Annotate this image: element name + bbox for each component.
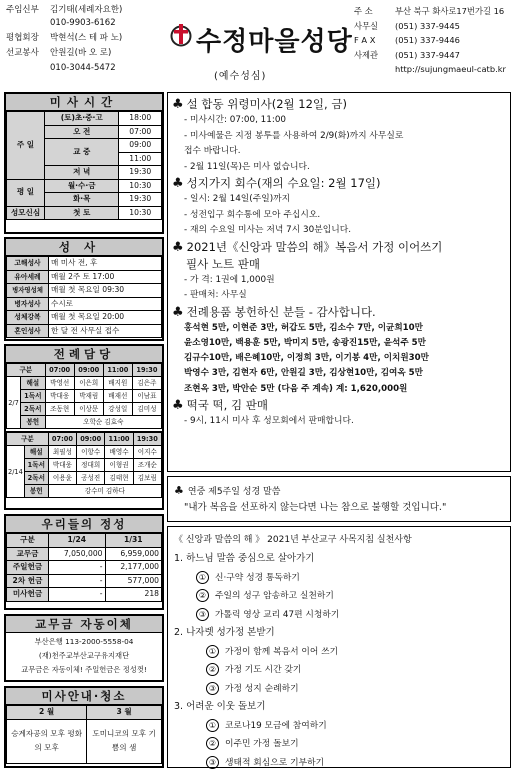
liturgy-duty-box	[4, 344, 164, 510]
mass-guide-table	[6, 705, 162, 764]
offerings-table	[6, 533, 162, 602]
circled-number: ①	[206, 719, 219, 732]
liturgy-duty-title: 전례담당	[6, 346, 162, 363]
header-right-row: F A X (051) 337-9446	[354, 35, 460, 45]
table-cell: 이형권	[105, 459, 133, 472]
donor-line: 박영수 3만, 김현자 6만, 안원길 3만, 김상현10만, 김여옥 5만	[184, 368, 423, 379]
table-cell: 19:30	[133, 432, 161, 446]
table-cell: 2독서	[21, 403, 46, 416]
table-cell: 교무금	[7, 547, 49, 561]
table-cell: 구분	[7, 432, 49, 446]
notice-text: ① 가정이 함께 복음서 이어 쓰기	[174, 643, 504, 662]
notice-text: - 가 격: 1권에 1,000원	[184, 274, 275, 285]
notice-heading	[172, 304, 506, 321]
header-contacts-left	[6, 4, 122, 75]
header-right-row: 사무실 (051) 337-9445	[354, 20, 460, 31]
auto-transfer-info	[6, 633, 162, 677]
sacraments-table	[6, 256, 162, 338]
table-cell: 2/7	[7, 377, 21, 429]
notice-text: - 미사예물은 지정 봉투를 사용하여 2/9(화)까지 사무실로	[184, 130, 404, 141]
table-cell: 박대웅	[45, 390, 74, 403]
table-cell: 매월 첫 목요일 09:30	[49, 284, 162, 298]
header-left-row: 주임신부 김기태(세례자요한)	[6, 5, 123, 15]
sacraments-box	[4, 237, 164, 341]
header-right-row: 주 소 부산 북구 화사로17번가길 16	[354, 6, 505, 16]
table-cell: 봉헌	[24, 485, 48, 498]
notice-text: - 재의 수요일 미사는 저녁 7시 30분입니다.	[184, 225, 352, 235]
table-cell: 2,177,000	[105, 561, 162, 575]
mass-times-title: 미사시간	[6, 94, 162, 111]
club-icon: ♣	[172, 176, 184, 191]
table-cell: 첫 토	[45, 206, 119, 220]
table-cell: 병자성사	[7, 297, 49, 311]
table-cell: 매 미사 전, 후	[49, 257, 162, 271]
table-cell: 화·목	[45, 193, 119, 207]
table-cell: 07:00	[48, 432, 76, 446]
table-cell: 매월 2주 토 17:00	[49, 270, 162, 284]
table-cell: 2차 헌금	[7, 574, 49, 588]
table-cell: 19:30	[119, 193, 162, 207]
table-cell: 김미성	[132, 403, 161, 416]
program-title: 《 신앙과 말씀의 해 》 2021년 부산교구 사목지침 실천사항	[174, 535, 412, 545]
table-cell: 구분	[7, 364, 46, 377]
table-cell: 고해성사	[7, 257, 49, 271]
notice-text: 성지가지 회수(재의 수요일: 2월 17일)	[186, 176, 381, 190]
table-cell: 봉헌	[21, 416, 46, 429]
circled-number: ③	[196, 608, 209, 621]
table-cell: 공성진	[77, 472, 105, 485]
table-cell: 조개순	[133, 459, 161, 472]
transfer-note: 교무금은 자동이체! 주일헌금은 정성껏!	[21, 665, 147, 674]
circled-number: ①	[196, 571, 209, 584]
table-cell: 수시로	[49, 297, 162, 311]
table-cell: 19:30	[119, 166, 162, 180]
offerings-box	[4, 514, 164, 610]
table-cell: 해설	[24, 446, 48, 459]
table-cell: 1독서	[24, 459, 48, 472]
notice-text: 설 합동 위령미사(2월 12일, 금)	[186, 97, 347, 111]
table-cell: 미사헌금	[7, 588, 49, 602]
notice-text: - 일시: 2월 14일(주일)까지	[184, 194, 291, 204]
website-link[interactable]: http://sujungmaeul-catb.kr	[395, 64, 506, 74]
table-cell: 2독서	[24, 472, 48, 485]
table-cell: 11:00	[119, 152, 162, 166]
table-cell: 승계자공의 모후 평화의 모후	[7, 719, 87, 763]
table-cell: 이지수	[133, 446, 161, 459]
table-cell: 07:00	[119, 125, 162, 139]
table-cell: 3 월	[87, 706, 162, 720]
table-cell: 09:00	[119, 139, 162, 153]
table-cell: 김보림	[133, 472, 161, 485]
notice-text: ② 가정 기도 시간 갖기	[174, 661, 504, 680]
notice-heading	[172, 239, 506, 256]
table-cell: 매월 첫 목요일 20:00	[49, 311, 162, 325]
club-icon: ♣	[172, 397, 184, 413]
table-cell: 10:30	[119, 179, 162, 193]
table-cell: 11:00	[105, 432, 133, 446]
notice-text: - 9시, 11시 미사 후 성모회에서 판매합니다.	[184, 415, 354, 426]
table-cell: 577,000	[105, 574, 162, 588]
club-icon: ♣	[172, 97, 184, 112]
church-logo-icon	[170, 22, 192, 48]
parish-patron: (예수성심)	[214, 71, 267, 82]
offerings-title: 우리들의 정성	[6, 516, 162, 533]
header-contacts-right	[354, 4, 506, 77]
donor-line: 윤소영10만, 백용훈 5만, 박미지 5만, 송광진15만, 윤석주 5만	[184, 337, 426, 348]
table-cell: 09:00	[74, 364, 103, 377]
notice-text: 3. 어려운 이웃 돌보기	[174, 701, 266, 712]
table-cell: 김은주	[132, 377, 161, 390]
table-cell: 박대웅	[48, 459, 76, 472]
notice-text: - 2월 11일(목)은 미사 없습니다.	[184, 161, 310, 172]
table-cell: 오 전	[45, 125, 119, 139]
notice-text: 2021년《신앙과 말씀의 해》복음서 가정 이어쓰기	[186, 239, 443, 254]
table-cell: 배지원	[103, 377, 132, 390]
table-cell: 저 녁	[45, 166, 119, 180]
bible-heading: ♣ 연중 제5주일 성경 말씀	[174, 484, 281, 497]
table-cell: 이은희	[74, 377, 103, 390]
notice-text: - 미사시간: 07:00, 11:00	[184, 115, 287, 125]
table-cell: -	[49, 588, 106, 602]
notice-text: ② 이주민 가정 돌보기	[174, 735, 504, 754]
mass-guide-box	[4, 686, 164, 768]
table-cell: 1독서	[21, 390, 46, 403]
table-cell: 18:00	[119, 112, 162, 126]
table-cell: 혼인성사	[7, 324, 49, 338]
table-cell: 07:00	[45, 364, 74, 377]
bible-verse-box	[167, 476, 511, 522]
header-left-row: 선교봉사 안원길(바 오 로)	[6, 48, 112, 58]
table-cell: 10:30	[119, 206, 162, 220]
table-cell: 218	[105, 588, 162, 602]
page-title: 수정마을성당	[196, 27, 353, 57]
header-left-row: 010-3044-5472	[50, 63, 116, 73]
table-cell: 배영수	[105, 446, 133, 459]
circled-number: ①	[206, 645, 219, 658]
table-cell: 이남표	[132, 390, 161, 403]
notice-text: 접수 바랍니다.	[184, 146, 241, 156]
notice-text: 떡국 떡, 김 판매	[186, 397, 268, 412]
table-cell: 유아세례	[7, 270, 49, 284]
circled-number: ②	[206, 737, 219, 750]
notice-text: 2. 나자렛 성가정 본받기	[174, 627, 275, 638]
mass-times-table	[6, 111, 162, 220]
account-holder: (재)천주교부산교구유지재단	[38, 651, 130, 660]
table-cell: 1/31	[105, 534, 162, 548]
notice-text: ① 코로나19 모금에 참여하기	[174, 717, 504, 736]
table-cell: 도미니코의 모후 기쁨의 샘	[87, 719, 162, 763]
table-cell: 구분	[7, 534, 49, 548]
table-cell: 이항수	[77, 446, 105, 459]
table-cell: -	[49, 561, 106, 575]
club-icon: ♣	[172, 239, 184, 255]
table-cell: 박재림	[74, 390, 103, 403]
table-cell: 한 달 전 사무실 접수	[49, 324, 162, 338]
liturgy-duty-table-week1	[6, 363, 162, 429]
pastoral-program-box	[167, 526, 511, 768]
table-cell: 최필성	[48, 446, 76, 459]
table-cell: 이상문	[74, 403, 103, 416]
notice-text: ① 신·구약 성경 통독하기	[174, 569, 504, 588]
notice-text: ③ 가톨릭 영상 교리 47편 시청하기	[174, 606, 504, 625]
notice-text: 전례용품 봉헌하신 분들 - 감사합니다.	[186, 304, 376, 319]
table-cell: 19:30	[132, 364, 161, 377]
donor-line: 김규수10만, 배은혜10만, 이정희 3만, 이기봉 4만, 이치원30만	[184, 353, 429, 364]
header-right-row: 사제관 (051) 337-9447	[354, 49, 460, 60]
table-cell: 박영선	[45, 377, 74, 390]
table-cell: 배재선	[103, 390, 132, 403]
table-cell: 11:00	[103, 364, 132, 377]
bible-quote: "내가 복음을 선포하지 않는다면 나는 참으로 불행할 것입니다."	[184, 502, 447, 513]
table-cell: 강성일	[103, 403, 132, 416]
table-cell: 월·수·금	[45, 179, 119, 193]
table-cell: 오학순 김효숙	[45, 416, 161, 429]
table-cell: 성체강복	[7, 311, 49, 325]
table-cell: 병자영성체	[7, 284, 49, 298]
table-cell: 이용윤	[48, 472, 76, 485]
table-cell: 교 중	[45, 139, 119, 166]
notices-box: ♣ 설 합동 위령미사(2월 12일, 금) - 미사시간: 07:00, 11:00 - 미사예물은 지정 봉투를 사용하여 2/9(화)까지 사무실로 접수 바랍니다. - 2월 11일(목)은 미사 없습니다. ♣ 성지가지 회수(재의 수요일: 2월 17일) - 일시: 2월 14일(주일)까지 - 성전입구 회수통에 모아 주십시오. - 재의 수요일 미사는 저녁 7시 30분입니다. ♣ 2021년《신앙과 말씀의 해》복음서 가정 이어쓰기 필사 노트 판매 - 가 격: 1권에 1,000원 - 판매처: 사무실 ♣ 전례용품 봉헌하신 분들 - 감사합니다. 홍석현 5만, 이현준 3만, 허갑도 5만, 김소수 7만, 이균희10만 윤소영10만, 백용훈 5만, 박미지 5만, 송광진15만, 윤석주 5만 김규수10만, 배은혜10만, 이정희 3만, 이기봉 4만, 이치원30만 박영수 3만, 김현자 6만, 안원길 3만, 김상현10만, 김여옥 5만 조현옥 3만, 박안순 5만 (다음 주 계속) 계: 1,620,000원 ♣ 떡국 떡, 김 판매 - 9시, 11시 미사 후 성모회에서 판매합니다.	[167, 92, 511, 472]
bank-account: 부산은행 113-2000-5558-04	[34, 637, 134, 646]
mass-guide-title: 미사안내·청소	[6, 688, 162, 705]
notice-heading	[172, 397, 506, 414]
notice-text: ③ 생태적 회심으로 기부하기	[174, 754, 504, 772]
notice-heading	[172, 175, 506, 192]
table-cell: 조동현	[45, 403, 74, 416]
table-cell: 정대희	[77, 459, 105, 472]
notice-text: ③ 가정 성지 순례하기	[174, 680, 504, 699]
table-cell: 7,050,000	[49, 547, 106, 561]
notice-heading	[172, 96, 506, 113]
sunday-label: 주 일	[7, 112, 45, 180]
notice-text: - 판매처: 사무실	[184, 290, 247, 300]
notice-text: ② 주일의 성구 암송하고 실천하기	[174, 587, 504, 606]
circled-number: ③	[206, 682, 219, 695]
table-cell: -	[49, 574, 106, 588]
sacraments-title: 성사	[6, 239, 162, 256]
mass-times-box	[4, 92, 164, 234]
header-left-row: 010-9903-6162	[50, 18, 116, 28]
auto-transfer-box	[4, 614, 164, 682]
auto-transfer-title: 교무금 자동이체	[6, 616, 162, 633]
table-cell: 6,959,000	[105, 547, 162, 561]
table-cell: 2 월	[7, 706, 87, 720]
table-cell: 성모신심	[7, 206, 45, 220]
table-cell: 2/14	[7, 446, 25, 498]
weekday-label: 평 일	[7, 179, 45, 206]
table-cell: 김태현	[105, 472, 133, 485]
table-cell: 강수미 김하다	[48, 485, 161, 498]
notice-text: - 성전입구 회수통에 모아 주십시오.	[184, 209, 321, 220]
liturgy-duty-table-week2	[6, 431, 162, 498]
circled-number: ②	[206, 663, 219, 676]
circled-number: ③	[206, 756, 219, 769]
circled-number: ②	[196, 589, 209, 602]
donor-line: 홍석현 5만, 이현준 3만, 허갑도 5만, 김소수 7만, 이균희10만	[184, 322, 423, 333]
club-icon: ♣	[174, 484, 184, 497]
table-cell: 1/24	[49, 534, 106, 548]
table-cell: (토)초·중·고	[45, 112, 119, 126]
table-cell: 09:00	[77, 432, 105, 446]
notice-text: 1. 하느님 말씀 중심으로 살아가기	[174, 553, 315, 564]
table-cell: 해설	[21, 377, 46, 390]
header-right-row	[354, 62, 506, 77]
table-cell: 주일헌금	[7, 561, 49, 575]
club-icon: ♣	[172, 304, 184, 320]
donor-line: 조현옥 3만, 박안순 5만 (다음 주 계속) 계: 1,620,000원	[184, 383, 408, 394]
header-left-row: 평협회장 박현석(스 테 파 노)	[6, 33, 123, 43]
